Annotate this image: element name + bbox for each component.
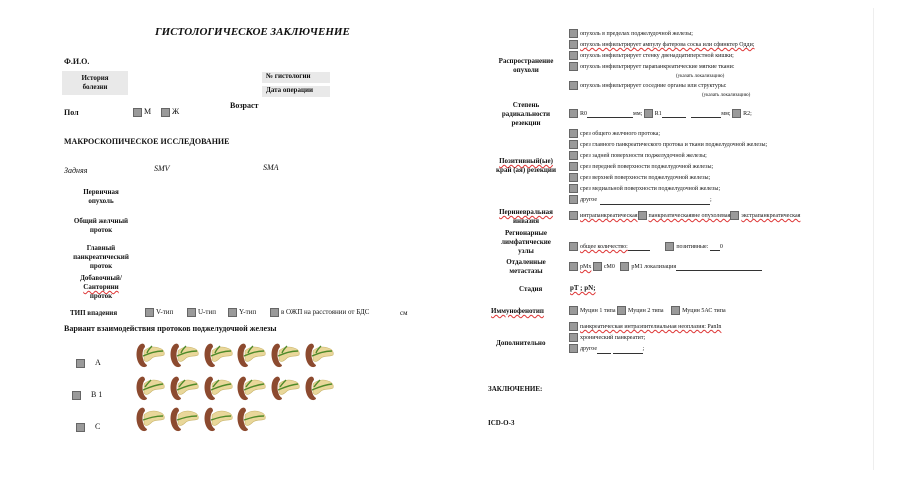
extra-other-field-b[interactable] [613, 353, 643, 354]
r1-field-a[interactable] [662, 117, 686, 118]
sex-male-checkbox[interactable] [133, 108, 142, 117]
margin-other-end: ; [710, 196, 712, 203]
ihc-option-text: Муцин 2 типа [628, 307, 664, 314]
variant-b1-option[interactable] [72, 390, 102, 400]
macro-row-label: опухоль [88, 197, 114, 205]
lymph-positive-field[interactable] [710, 250, 720, 251]
resection-options [569, 109, 752, 118]
mets-label-line1: Отдаленные [506, 258, 546, 266]
extra-option-text: хронический панкреатит; [580, 334, 646, 341]
variant-a-label: A [95, 358, 101, 367]
perineural-extra-checkbox[interactable] [730, 211, 739, 220]
margin-option-checkbox[interactable] [569, 151, 578, 160]
macro-row-label: Добавочный/ [80, 274, 122, 282]
extra-option-pancreatitis[interactable] [569, 333, 645, 343]
pancreas-icon [134, 374, 166, 404]
perineural-option-text: экстрапанкреатическая [741, 212, 801, 219]
macro-row-accessory-duct [62, 274, 140, 301]
ihc-option-text: Муцин 5АС типа [682, 307, 726, 314]
pancreas-illustration [202, 405, 234, 440]
mets-pmx-checkbox[interactable] [569, 262, 578, 271]
resection-label [488, 101, 564, 128]
pancreas-illustration [235, 405, 267, 440]
mets-label-line2: метастазы [509, 267, 543, 275]
spread-option-3-checkbox[interactable] [569, 51, 578, 60]
mets-location-field[interactable] [676, 270, 762, 271]
spread-option-4-checkbox[interactable] [569, 62, 578, 71]
spread-note-1: (указать локализацию) [676, 74, 725, 79]
extra-other-end: ; [642, 345, 645, 352]
pancreas-icon [168, 341, 200, 371]
history-box[interactable] [62, 71, 128, 95]
history-label-line1: История [81, 74, 109, 82]
macro-row-label: проток [89, 262, 113, 270]
extra-option-panin[interactable] [569, 322, 721, 332]
pancreas-illustration [168, 341, 200, 376]
lymph-label [488, 229, 564, 256]
resection-label-line1: Степень [512, 101, 540, 109]
margin-option-text: срез общего желчного протока; [580, 130, 661, 137]
ihc-muc5ac-checkbox[interactable] [671, 306, 680, 315]
macro-row-common-bile-duct [62, 217, 140, 235]
margin-option-5[interactable] [569, 173, 710, 183]
margin-other-field[interactable] [600, 204, 710, 205]
r0-label: R0 [580, 110, 588, 117]
pancreas-illustration [134, 341, 166, 376]
pancreas-icon [168, 374, 200, 404]
margin-option-checkbox[interactable] [569, 129, 578, 138]
mets-option-text: cM0 [603, 263, 615, 270]
pancreas-icon [303, 341, 335, 371]
pancreas-icon [202, 341, 234, 371]
spread-option-text: опухоль инфильтрирует соседние органы или структуры: [580, 82, 727, 89]
mets-label [488, 258, 564, 276]
margin-option-text: срез верхней поверхности поджелудочной железы; [580, 174, 711, 181]
mets-options [569, 262, 762, 271]
ihc-label: Иммунофенотип [491, 307, 544, 315]
margin-option-text: срез медиальной поверхности поджелудочной железы; [580, 185, 721, 192]
pancreas-icon [235, 405, 267, 435]
margin-option-checkbox[interactable] [569, 195, 578, 204]
spread-option-1[interactable] [569, 29, 693, 39]
margin-option-other[interactable] [569, 195, 712, 205]
spread-option-5[interactable] [569, 81, 727, 91]
macro-row-label: Общий желчный [73, 217, 129, 225]
extra-option-checkbox[interactable] [569, 322, 578, 331]
pancreas-illustration [168, 374, 200, 409]
margin-option-text: срез задней поверхности поджелудочной железы; [580, 152, 707, 159]
pancreas-illustration [303, 374, 335, 409]
ampulla-y-type[interactable] [228, 308, 256, 317]
macro-row-label: Главный [86, 244, 116, 252]
margin-posterior-header: Задняя [64, 166, 88, 175]
margin-option-checkbox[interactable] [569, 173, 578, 182]
extra-option-text: панкреатическая интраэпителиальная неоплазия: PanIn [580, 323, 722, 330]
extra-label: Дополнительно [496, 339, 546, 347]
variant-c-option[interactable] [76, 422, 100, 432]
margin-option-text: срез главного панкреатического протока и ткани поджелудочной железы; [580, 141, 768, 148]
ampulla-y-checkbox[interactable] [228, 308, 237, 317]
resection-label-line2: радикальности [501, 110, 551, 118]
pancreas-illustration [134, 405, 166, 440]
spread-option-2-checkbox[interactable] [569, 40, 578, 49]
spread-option-2[interactable] [569, 40, 754, 50]
lymph-label-line1: Регионарные [504, 229, 548, 237]
r0-checkbox[interactable] [569, 109, 578, 118]
margin-option-checkbox[interactable] [569, 184, 578, 193]
pancreas-illustration [235, 374, 267, 409]
r1-label: R1 [654, 110, 662, 117]
variant-a-checkbox[interactable] [76, 359, 85, 368]
ampulla-option-text: Y-тип [239, 308, 257, 317]
perineural-extratumor-checkbox[interactable] [638, 211, 647, 220]
pancreas-illustration [134, 374, 166, 409]
icd-label: ICD-O-3 [488, 419, 515, 427]
variant-c-label: C [95, 422, 101, 431]
r0-mm-field[interactable] [587, 117, 633, 118]
ihc-muc2-checkbox[interactable] [617, 306, 626, 315]
pancreas-icon [303, 374, 335, 404]
spread-note-2: (указать локализацию) [702, 93, 751, 98]
spread-option-text: опухоль инфильтрирует парапанкреатические мягкие ткани: [580, 63, 735, 70]
ampulla-u-checkbox[interactable] [187, 308, 196, 317]
positive-margin-label-line1: Позитивный(ые) [499, 157, 553, 165]
histology-number-label: № гистологии [262, 72, 330, 83]
variant-a-option[interactable] [76, 358, 101, 368]
ampulla-unit: см [400, 309, 408, 317]
sex-female-checkbox[interactable] [161, 108, 170, 117]
spread-option-5-checkbox[interactable] [569, 81, 578, 90]
r2-label: R2; [743, 110, 752, 117]
lymph-total-checkbox[interactable] [569, 242, 578, 251]
spread-option-1-checkbox[interactable] [569, 29, 578, 38]
macro-row-label: проток [89, 226, 113, 234]
macro-row-main-duct [62, 244, 140, 271]
perineural-label [488, 208, 564, 226]
r2-checkbox[interactable] [732, 109, 741, 118]
pancreas-icon [168, 405, 200, 435]
pancreas-icon [134, 405, 166, 435]
pancreas-illustration [202, 341, 234, 376]
margin-option-3[interactable] [569, 151, 707, 161]
margin-option-4[interactable] [569, 162, 713, 172]
spread-label-line1: Распространение [498, 57, 554, 65]
pancreas-illustration [269, 374, 301, 409]
r1-checkbox[interactable] [644, 109, 653, 118]
ampulla-v-checkbox[interactable] [145, 308, 154, 317]
sex-female-text: Ж [172, 107, 180, 116]
margin-option-text: другое [580, 196, 598, 203]
extra-other-field-a[interactable] [597, 353, 611, 354]
lymph-label-line2: лимфатические [501, 238, 551, 246]
spread-label [488, 57, 564, 75]
pancreas-icon [269, 341, 301, 371]
lymph-positive-label: позитивные: [676, 243, 709, 250]
sex-female-option[interactable] [161, 107, 179, 117]
variant-b1-checkbox[interactable] [72, 391, 81, 400]
extra-option-text: другое [580, 345, 598, 352]
r0-unit: мм; [633, 110, 643, 117]
margin-option-text: срез передней поверхности поджелудочной железы; [580, 163, 714, 170]
extra-option-other[interactable] [569, 344, 644, 354]
ampulla-cbd-distance[interactable] [270, 308, 369, 317]
variant-b1-label: B 1 [91, 390, 103, 399]
macro-heading: МАКРОСКОПИЧЕСКОЕ ИССЛЕДОВАНИЕ [64, 137, 230, 146]
margin-option-6[interactable] [569, 184, 720, 194]
spread-label-line2: опухоли [513, 66, 539, 74]
spread-option-text: опухоль инфильтрирует стенку двенадцатиперстной кишки; [580, 52, 734, 59]
margin-option-checkbox[interactable] [569, 162, 578, 171]
perineural-option-text: интрапанкреатическая [580, 212, 638, 219]
extra-option-checkbox[interactable] [569, 333, 578, 342]
resection-label-line3: резекции [511, 119, 541, 127]
positive-margin-label [486, 157, 566, 175]
pancreas-illustration [235, 341, 267, 376]
extra-option-checkbox[interactable] [569, 344, 578, 353]
r1-mm-field[interactable] [691, 117, 721, 118]
ampulla-type-label: ТИП впадения [70, 309, 118, 317]
operation-date-label: Дата операции [262, 86, 330, 97]
ampulla-option-text: V-тип [156, 308, 174, 317]
perineural-options [569, 211, 800, 220]
perineural-intra-checkbox[interactable] [569, 211, 578, 220]
spread-option-text: опухоль инфильтрирует ампулу фатерова соска или сфинктер Одди; [580, 41, 755, 48]
conclusion-label: ЗАКЛЮЧЕНИЕ: [488, 385, 543, 393]
lymph-positive-checkbox[interactable] [665, 242, 674, 251]
ampulla-option-text: U-тип [198, 308, 216, 317]
sex-label: Пол [64, 108, 79, 117]
pancreas-icon [202, 374, 234, 404]
ampulla-option-text: в ОЖП на расстоянии от БДС [281, 308, 370, 317]
mets-option-text: pMx [580, 263, 592, 270]
ihc-muc1-checkbox[interactable] [569, 306, 578, 315]
macro-row-label: Первичная [83, 188, 119, 196]
positive-margin-label-line2: край (ая) резекции [496, 166, 556, 174]
stage-label: Стадия [519, 285, 543, 293]
pancreas-illustration [269, 341, 301, 376]
fio-label: Ф.И.О. [64, 57, 90, 66]
pancreas-illustration [202, 374, 234, 409]
mets-pm1-checkbox[interactable] [620, 262, 629, 271]
margin-option-1[interactable] [569, 129, 660, 139]
spread-option-text: опухоль в пределах поджелудочной железы; [580, 30, 693, 37]
pancreas-icon [134, 341, 166, 371]
margin-smv-header: SMV [154, 164, 170, 173]
history-label-line2: болезни [82, 83, 108, 91]
variant-heading: Вариант взаимодействия протоков поджелудочной железы [64, 324, 277, 333]
age-label: Возраст [230, 101, 259, 110]
page-title: ГИСТОЛОГИЧЕСКОЕ ЗАКЛЮЧЕНИЕ [155, 26, 350, 38]
sex-male-text: М [144, 107, 152, 116]
macro-row-label: Санторини [83, 283, 119, 291]
stage-value[interactable]: pT ; pN; [570, 284, 596, 292]
ihc-options [569, 306, 726, 315]
ihc-option-text: Муцин 1 типа [580, 307, 616, 314]
perineural-label-line1: Периневральная [499, 208, 553, 216]
mets-option-text: pM1 локализация [631, 263, 677, 270]
variant-c-checkbox[interactable] [76, 423, 85, 432]
margin-option-2[interactable] [569, 140, 767, 150]
pancreas-icon [235, 374, 267, 404]
perineural-label-line2: инвазия [513, 217, 539, 225]
ampulla-v-type[interactable] [145, 308, 173, 317]
margin-option-checkbox[interactable] [569, 140, 578, 149]
macro-row-label: проток [89, 292, 113, 300]
ampulla-cbd-checkbox[interactable] [270, 308, 279, 317]
ampulla-u-type[interactable] [187, 308, 216, 317]
pancreas-icon [235, 341, 267, 371]
lymph-total-label: общее количество: [580, 243, 628, 250]
sex-male-option[interactable] [133, 107, 151, 117]
macro-row-label: панкреатический [73, 253, 129, 261]
pancreas-illustration [168, 405, 200, 440]
lymph-positive-value: 0 [719, 243, 723, 250]
page-edge [873, 8, 874, 470]
lymph-total-field[interactable] [628, 250, 650, 251]
pancreas-illustration [303, 341, 335, 376]
spread-option-4[interactable] [569, 62, 735, 72]
lymph-options [569, 242, 723, 251]
r1-unit: мм; [721, 110, 731, 117]
macro-row-primary-tumor [66, 188, 136, 206]
perineural-option-text: панкреатическаявне опухолевая [648, 212, 731, 219]
mets-cm0-checkbox[interactable] [593, 262, 602, 271]
lymph-label-line3: узлы [518, 247, 534, 255]
margin-sma-header: SMA [263, 163, 279, 172]
spread-option-3[interactable] [569, 51, 734, 61]
pancreas-icon [269, 374, 301, 404]
pancreas-icon [202, 405, 234, 435]
